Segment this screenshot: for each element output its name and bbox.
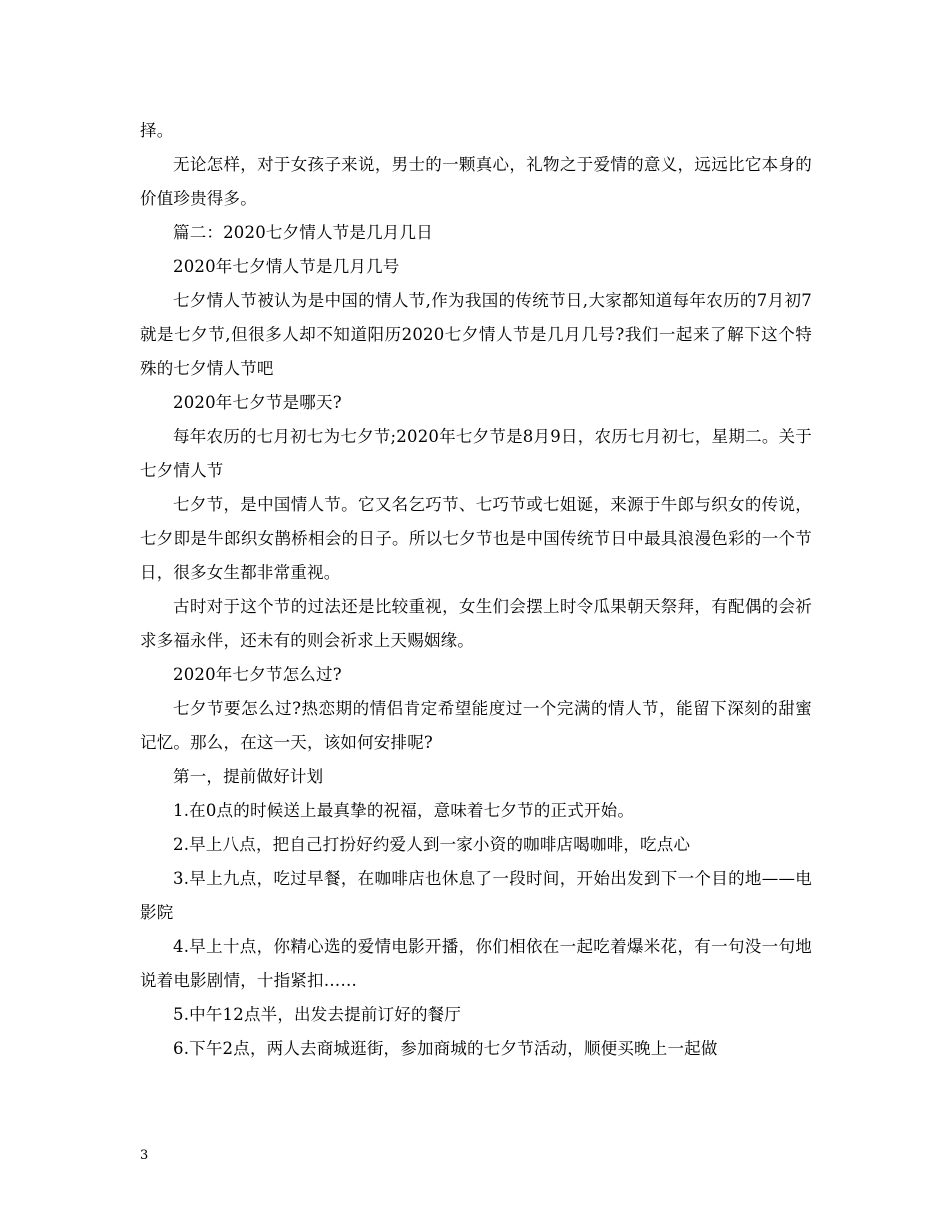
paragraph: 古时对于这个节的过法还是比较重视，女生们会摆上时令瓜果朝天祭拜，有配偶的会祈求多福永伴，还未有的则会祈求上天赐姻缘。 [140,597,812,650]
list-item: 6.下午2点，两人去商城逛街，参加商城的七夕节活动，顺便买晚上一起做 [173,1039,718,1058]
paragraph: 无论怎样，对于女孩子来说，男士的一颗真心，礼物之于爱情的意义，远远比它本身的价值珍贵得多。 [140,155,812,208]
article-title: 2020年七夕情人节是几月几号 [173,257,400,276]
list-item: 4.早上十点，你精心选的爱情电影开播，你们相依在一起吃着爆米花，有一句没一句地说着电影剧情，十指紧扣…… [140,937,812,990]
list-item: 1.在0点的时候送上最真挚的祝福，意味着七夕节的正式开始。 [173,801,635,820]
section-heading: 篇二：2020七夕情人节是几月几日 [173,223,433,242]
paragraph: 七夕情人节被认为是中国的情人节,作为我国的传统节日,大家都知道每年农历的7月初7就是七夕节,但很多人却不知道阳历2020七夕情人节是几月几号?我们一起来了解下这个特殊的七夕情人节吧 [140,291,812,378]
document-body [140,114,812,1066]
list-item: 3.早上九点，吃过早餐，在咖啡店也休息了一段时间，开始出发到下一个目的地——电影院 [140,869,812,922]
subheading: 第一，提前做好计划 [173,767,324,786]
list-item: 5.中午12点半，出发去提前订好的餐厅 [173,1005,462,1024]
list-item: 2.早上八点，把自己打扮好约爱人到一家小资的咖啡店喝咖啡，吃点心 [173,835,691,854]
page-number: 3 [140,1148,149,1163]
paragraph: 七夕节，是中国情人节。它又名乞巧节、七巧节或七姐诞，来源于牛郎与织女的传说，七夕即是牛郎织女鹊桥相会的日子。所以七夕节也是中国传统节日中最具浪漫色彩的一个节日，很多女生都非常重视。 [140,495,812,582]
paragraph-continuation: 择。 [140,121,174,140]
subheading: 2020年七夕节是哪天? [173,393,342,412]
paragraph: 每年农历的七月初七为七夕节;2020年七夕节是8月9日，农历七月初七，星期二。关于七夕情人节 [140,427,812,480]
paragraph: 七夕节要怎么过?热恋期的情侣肯定希望能度过一个完满的情人节，能留下深刻的甜蜜记忆。那么，在这一天，该如何安排呢? [140,699,812,752]
subheading: 2020年七夕节怎么过? [173,665,342,684]
